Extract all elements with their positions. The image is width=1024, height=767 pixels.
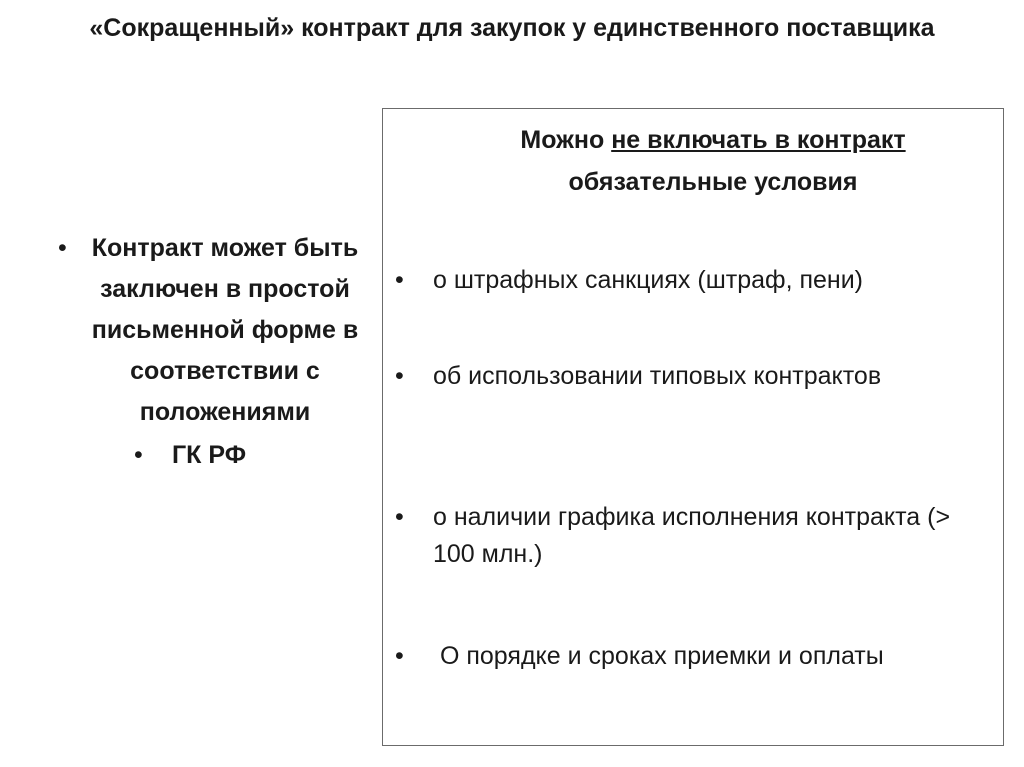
bullet-icon: • [395,266,404,294]
list-item [395,638,985,675]
list-item [395,358,985,395]
slide-title: «Сокращенный» контракт для закупок у единственного поставщика [89,14,935,42]
left-bullet-list [50,228,360,476]
list-item [50,228,360,433]
bullet-icon: • [395,642,404,670]
list-item-text: ГК РФ [172,441,247,469]
list-item [50,435,360,476]
heading-suffix: обязательные условия [568,168,858,196]
bullet-icon: • [395,362,404,390]
bullet-icon: • [134,441,143,469]
list-item-text: Контракт может быть заключен в простой письменной форме в соответствии с положениями [91,234,359,426]
list-item-text: О порядке и сроках приемки и оплаты [433,642,884,670]
bullet-icon: • [395,503,404,531]
list-item-text: о наличии графика исполнения контракта (> 100 млн.) [433,503,951,568]
bullet-icon: • [58,234,67,262]
heading-underlined: не включать в контракт [611,126,906,154]
list-item [395,499,985,573]
list-item-text: об использовании типовых контрактов [433,362,882,390]
heading-prefix: Можно [520,126,612,154]
list-item [395,262,985,299]
conditions-box [382,108,1004,746]
list-item-text: о штрафных санкциях (штраф, пени) [433,266,864,294]
box-heading [443,119,983,203]
